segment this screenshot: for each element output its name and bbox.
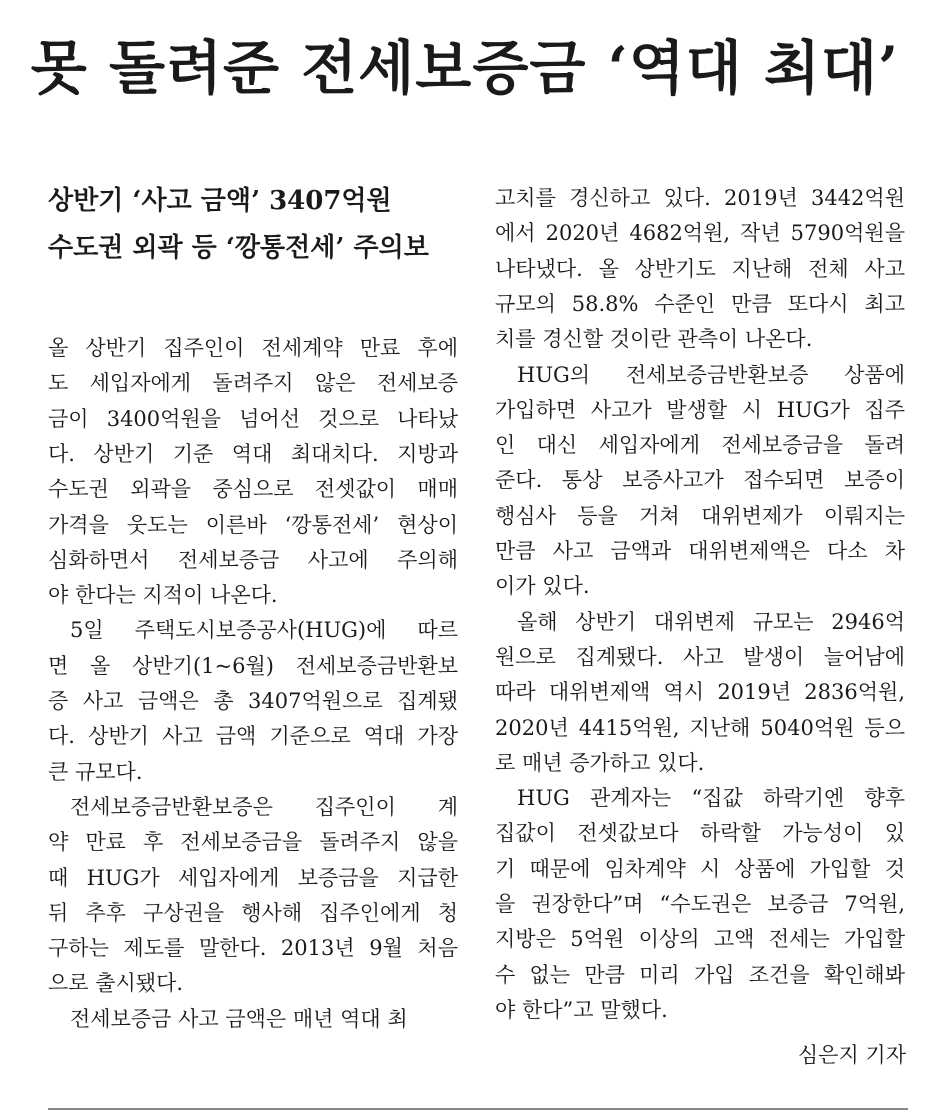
article-line: 올해 상반기 대위변제 규모는 2946억 [517,609,905,634]
article-line: 금이 3400억원을 넘어선 것으로 나타났 [48,406,458,431]
article-line: 준다. 통상 보증사고가 접수되면 보증이 [495,468,905,493]
bottom-divider [48,1108,908,1110]
subheadline [48,178,468,272]
article-line: 이가 있다. [495,574,590,599]
article-line: HUG의 전세보증금반환보증 상품에 [517,362,905,387]
article-line: 으로 출시됐다. [48,971,184,996]
article-line: 도 세입자에게 돌려주지 않은 전세보증 [48,371,458,396]
article-line: 다. 상반기 기준 역대 최대치다. 지방과 [48,441,458,466]
article-line: 큰 규모다. [48,759,143,784]
article-line: 5일 주택도시보증공사(HUG)에 따르 [70,618,458,643]
article-line: 수 없는 만큼 미리 가입 조건을 확인해봐 [495,962,905,987]
article-line: 약 만료 후 전세보증금을 돌려주지 않을 [48,830,458,855]
article-line: 다. 상반기 사고 금액 기준으로 역대 가장 [48,724,458,749]
byline: 심은지 기자 [797,1043,906,1067]
article-line: 기 때문에 임차계약 시 상품에 가입할 것 [495,856,905,881]
article-line: 치를 경신할 것이란 관측이 나온다. [495,327,813,352]
subheadline-line-1: 상반기 ‘사고 금액’ 3407억원 [48,186,392,216]
article-line: 가입하면 사고가 발생할 시 HUG가 집주 [495,397,905,422]
article-line: 원으로 집계됐다. 사고 발생이 늘어남에 [495,644,905,669]
article-line: 야 한다는 지적이 나온다. [48,583,278,608]
headline: 못 돌려준 전세보증금 ‘역대 최대’ [30,34,900,102]
article-line: 나타냈다. 올 상반기도 지난해 전체 사고 [495,256,905,281]
article-line: 때 HUG가 세입자에게 보증금을 지급한 [48,865,458,890]
article-line: 로 매년 증가하고 있다. [495,750,705,775]
article-line: 규모의 58.8% 수준인 만큼 또다시 최고 [495,291,905,316]
article-line: 구하는 제도를 말한다. 2013년 9월 처음 [48,936,458,961]
article-line: HUG 관계자는 “집값 하락기엔 향후 [517,786,905,811]
subheadline-line-2: 수도권 외곽 등 ‘깡통전세’ 주의보 [48,233,429,263]
article-line: 증 사고 금액은 총 3407억원으로 집계됐 [48,689,458,713]
article-line: 올 상반기 집주인이 전세계약 만료 후에 [48,336,458,360]
article-line: 2020년 4415억원, 지난해 5040억원 등으 [495,715,905,740]
article-line: 가격을 웃도는 이른바 ‘깡통전세’ 현상이 [48,512,458,537]
article-line: 행심사 등을 거쳐 대위변제가 이뤄지는 [495,503,905,528]
article-line: 인 대신 세입자에게 전세보증금을 돌려 [495,433,905,458]
article-line: 수도권 외곽을 중심으로 전셋값이 매매 [48,477,458,502]
article-line: 집값이 전셋값보다 하락할 가능성이 있 [495,821,905,846]
article-line: 고치를 경신하고 있다. 2019년 3442억원 [495,186,905,210]
article-line: 따라 대위변제액 역시 2019년 2836억원, [495,680,905,705]
article-line: 전세보증금 사고 금액은 매년 역대 최 [70,1006,408,1031]
article-line: 뒤 추후 구상권을 행사해 집주인에게 청 [48,900,458,925]
article-line: 전세보증금반환보증은 집주인이 계 [70,794,458,819]
article-line: 을 권장한다”며 “수도권은 보증금 7억원, [495,892,905,916]
article-line: 지방은 5억원 이상의 고액 전세는 가입할 [495,927,905,952]
article-line: 면 올 상반기(1~6월) 전세보증금반환보 [48,653,458,678]
article-line: 에서 2020년 4682억원, 작년 5790억원을 [495,221,905,246]
article-line: 심화하면서 전세보증금 사고에 주의해 [48,547,458,572]
article-line: 야 한다”고 말했다. [495,997,668,1022]
article-line: 만큼 사고 금액과 대위변제액은 다소 차 [495,539,905,563]
